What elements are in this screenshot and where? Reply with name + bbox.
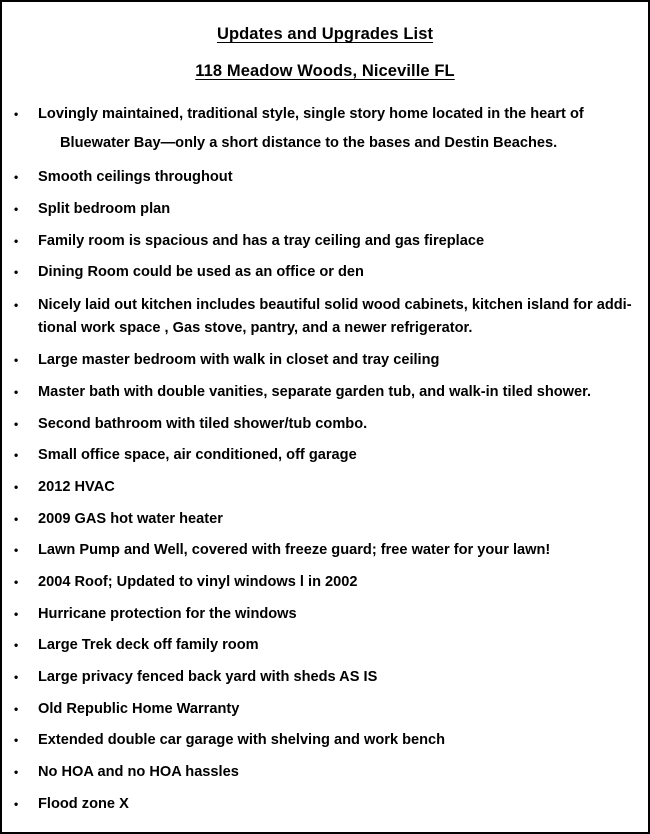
list-item-text: Extended double car garage with shelving and work bench [38,732,446,748]
bullet: • [14,353,19,367]
bullet: • [14,670,19,684]
list-item-text: Family room is spacious and has a tray ceiling and gas fireplace [38,233,485,249]
list-item-text: Large master bedroom with walk in closet and tray ceiling [38,352,440,368]
bullet: • [14,702,19,716]
bullet: • [14,512,19,526]
list-item-text: 2004 Roof; Updated to vinyl windows l in 2002 [38,574,358,590]
list-item-text-continued: tional work space , Gas stove, pantry, and a newer refrigerator. [38,320,473,336]
bullet: • [14,265,19,279]
bullet: • [14,733,19,747]
bullet: • [14,575,19,589]
bullet: • [14,202,19,216]
list-item-text: Second bathroom with tiled shower/tub combo. [38,416,368,432]
bullet: • [14,480,19,494]
list-item-text: Dining Room could be used as an office or den [38,264,364,280]
bullet: • [14,417,19,431]
bullet: • [14,170,19,184]
list-item-text: Master bath with double vanities, separate garden tub, and walk-in tiled shower. [38,384,592,400]
bullet: • [14,448,19,462]
property-address: 118 Meadow Woods, Niceville FL [195,62,455,80]
list-item-text: Large Trek deck off family room [38,637,259,653]
list-item-text: Split bedroom plan [38,201,171,217]
bullet: • [14,385,19,399]
bullet: • [14,765,19,779]
list-item-text: Nicely laid out kitchen includes beautiful solid wood cabinets, kitchen island for addi- [38,297,632,313]
list-item-text: Small office space, air conditioned, off garage [38,447,357,463]
list-item-text: 2012 HVAC [38,479,115,495]
list-item-text: Hurricane protection for the windows [38,606,297,622]
bullet: • [14,797,19,811]
bullet: • [14,607,19,621]
bullet: • [14,107,19,121]
list-item-text: Smooth ceilings throughout [38,169,233,185]
list-item-text: No HOA and no HOA hassles [38,764,239,780]
bullet: • [14,234,19,248]
list-item-text: Flood zone X [38,796,129,812]
list-item-text: Large privacy fenced back yard with sheds AS IS [38,669,378,685]
list-item-text-continued: Bluewater Bay—only a short distance to the bases and Destin Beaches. [60,135,558,151]
bullet: • [14,638,19,652]
list-item-text: 2009 GAS hot water heater [38,511,223,527]
bullet: • [14,298,19,312]
document-title: Updates and Upgrades List [216,25,434,43]
list-item-text: Lovingly maintained, traditional style, single story home located in the heart of [38,106,584,122]
bullet: • [14,543,19,557]
list-item-text: Old Republic Home Warranty [38,701,240,717]
list-item-text: Lawn Pump and Well, covered with freeze guard; free water for your lawn! [38,542,551,558]
